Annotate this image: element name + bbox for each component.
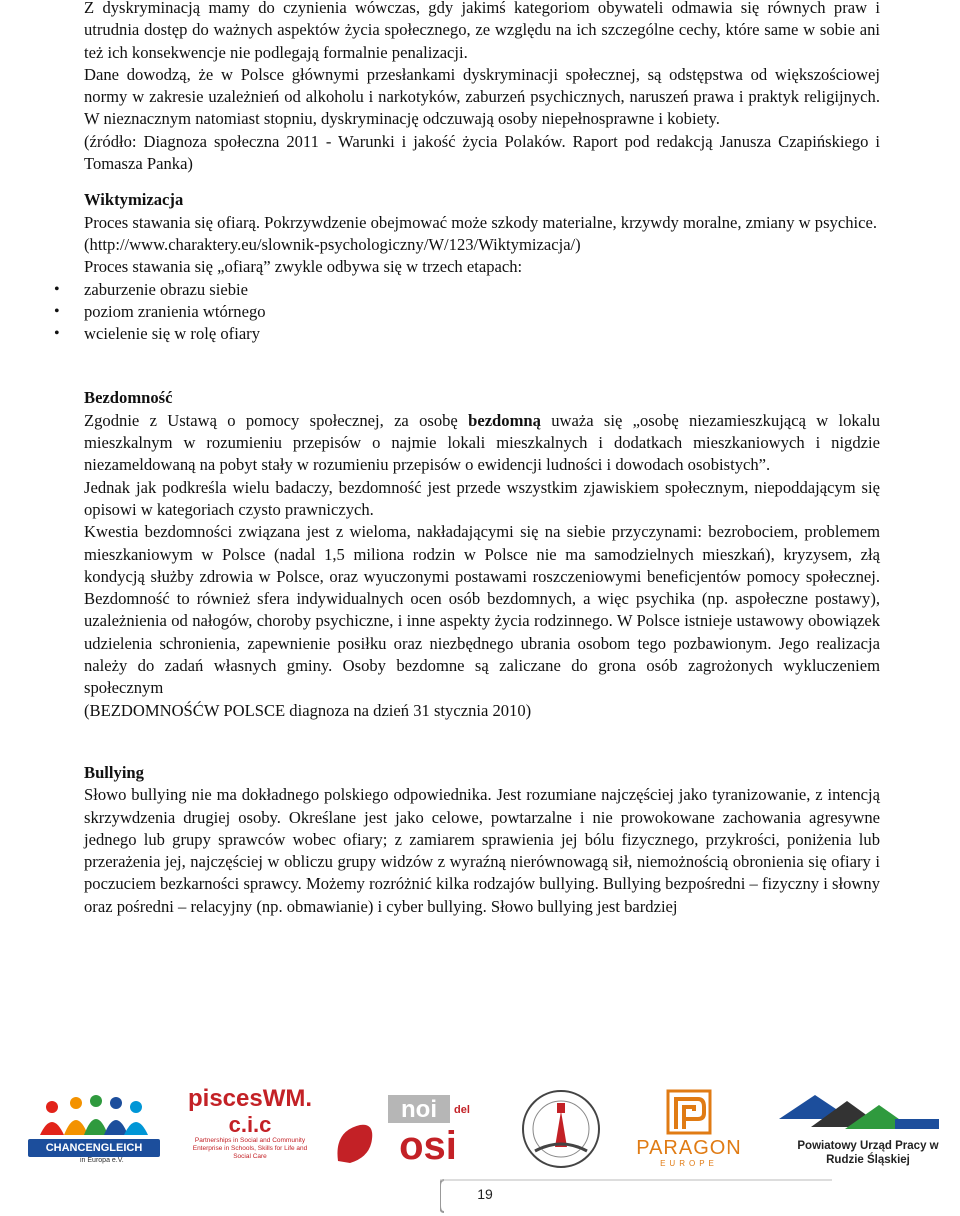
bezdomnosc-definition (84, 410, 880, 477)
intro-paragraph: Z dyskryminacją mamy do czynienia wówczas, gdy jakimś kategoriom obywateli odmawia się równych praw i utrudnia dostęp do ważnych aspektów życia społecznego, ze względu na ich szczególne cechy, które same w sobie ani też ich konsekwencje nie podlegają formalnie penalizacji. (84, 0, 880, 62)
heading-wiktymizacja: Wiktymizacja (84, 190, 184, 210)
list-item: • zaburzenie obrazu siebie (84, 279, 880, 301)
bezdomnosc-def-text-end: uważa się „osobę niezamieszkującą w lokalu mieszkalnym w rozumieniu przepisów o najmie lokali mieszkalnych i dodatkach mieszkaniowych i nigdzie niezameldowaną na pobyt stały w rozumieniu przepisów o ewidencji ludności i dowodach osobistych”. (84, 410, 880, 475)
wiktymizacja-stages-intro: Proces stawania się „ofiarą” zwykle odbywa się w trzech etapach: (84, 257, 523, 277)
bezdomnosc-paragraph-2: Jednak jak podkreśla wielu badaczy, bezdomność jest przede wszystkim zjawiskiem społecznym, niepoddającym się opisowi w kategoriach czysto prawniczych. (84, 477, 880, 519)
school-emblem-logo (505, 1087, 617, 1171)
intro-source: (źródło: Diagnoza społeczna 2011 - Warunki i jakość życia Polaków. Raport pod redakcją Janusza Czapińskiego i Tomasza Panka) (84, 131, 880, 174)
paragon-logo (628, 1089, 750, 1173)
pup-mark-icon (775, 1089, 945, 1135)
paragon-mark-icon (666, 1089, 712, 1135)
wiktymizacja-definition: Proces stawania się ofiarą. Pokrzywdzenie obejmować może szkody materialne, krzywdy moralne, zmiany w psychice. (84, 212, 877, 232)
bullying-paragraph: Słowo bullying nie ma dokładnego polskiego odpowiednika. Jest rozumiane najczęściej jako tyranizowanie, z intencją skrzywdzenia drugiej osoby. Określane jest jako celowe, powtarzalne i nie prowokowane zachowania agresywne jednego lub grupy sprawców wobec ofiary; z zamiarem sprawienia jej bólu fizycznego, przykrości, poniżenia lub przerażenia jej, najczęściej w obliczu grupy widzów z wyraźną nierównowagą sił, niemożnością obronienia się ofiary i poczuciem bezkarności sprawcy. Możemy rozróżnić kilka rodzajów bullying. Bullying bezpośredni – fizyczny i słowny oraz pośredni – relacyjny (np. obmawianie) i cyber bullying. Słowo bullying jest bardziej (84, 785, 880, 916)
chancengleich-name: CHANCENGLEICH (28, 1139, 160, 1157)
bezdomnosc-def-bold: bezdomną (468, 410, 541, 430)
paragon-sub: EUROPE (660, 1159, 718, 1168)
pisces-subtitle: Partnerships in Social and Community Enterprise in Schools, Skills for Life and Social Care (192, 1137, 308, 1160)
intro-data-paragraph: Dane dowodzą, że w Polsce głównymi przesłankami dyskryminacji społecznej, są odstępstwa od większościowej normy w zakresie uzależnień od alkoholu i narkotyków, zaburzeń psychicznych, naruszeń prawa i praktyk religijnych. W nieznacznym natomiast stopniu, dyskryminację odczuwają osoby niepełnosprawne i kobiety. (84, 64, 880, 129)
osi-text: osi (399, 1124, 457, 1168)
partner-logos (0, 1085, 960, 1173)
heading-bezdomnosc: Bezdomność (84, 388, 173, 408)
pup-name: Powiatowy Urząd Pracy w Rudzie Śląskiej (797, 1140, 939, 1166)
pisces-title: piscesWM. (187, 1085, 313, 1112)
pisces-logo (180, 1085, 320, 1173)
noi-text: noi (401, 1096, 437, 1123)
chancengleich-logo (8, 1093, 170, 1169)
school-emblem-icon (505, 1087, 617, 1171)
chancengleich-sub: in Europa e.V. (80, 1157, 124, 1164)
bezdomnosc-def-text: Zgodnie z Ustawą o pomocy społecznej, za osobę (84, 410, 469, 430)
wiktymizacja-stages-list (84, 279, 880, 346)
document-page (84, 0, 880, 918)
wiktymizacja-source-url: (http://www.charaktery.eu/slownik-psychologiczny/W/123/Wiktymizacja/) (84, 234, 581, 254)
pup-ruda-logo (775, 1089, 955, 1173)
page-number: 19 (477, 1186, 493, 1202)
bezdomnosc-paragraph-3: Kwestia bezdomności związana jest z wieloma, nakładającymi się na siebie przyczynami: bezrobociem, problemem mieszkaniowym w Polsce (nadal 1,5 miliona rodzin w Polsce nie ma samodzielnych mieszkań), kryzysem, złą kondycją służby zdrowia w Polsce, oraz wyuczonymi postawami roszczeniowymi beneficjentów pomocy społecznej. Bezdomność to również sfera indywidualnych ocen osób bezdomnych, a więc psychika (np. aspołeczne postawy), uzależnienia od nałogów, choroby psychiczne, i inne aspekty życia rodzinnego. W Polsce istnieje ustawowy obowiązek udzielenia schronienia, zapewnienie posiłku oraz niezbędnego ubrania osobom tego pozbawionym. Jego realizacja należy do zadań własnych gminy. Osoby bezdomne są zaliczane do grona osób zagrożonych wykluczeniem społecznym (84, 522, 880, 698)
list-item: • wcielenie się w rolę ofiary (84, 323, 880, 345)
pisces-cic: c.i.c (228, 1112, 272, 1137)
del-text: del (454, 1104, 470, 1116)
bezdomnosc-source: (BEZDOMNOŚĆW POLSCE diagnoza na dzień 31 stycznia 2010) (84, 700, 532, 720)
paragon-name: PARAGON (636, 1137, 742, 1159)
heading-bullying: Bullying (84, 762, 144, 782)
noi-del-osi-mark-icon (330, 1091, 490, 1171)
noi-del-osi-logo (330, 1091, 490, 1171)
list-item: • poziom zranienia wtórnego (84, 301, 880, 323)
people-figures-icon (38, 1095, 148, 1139)
